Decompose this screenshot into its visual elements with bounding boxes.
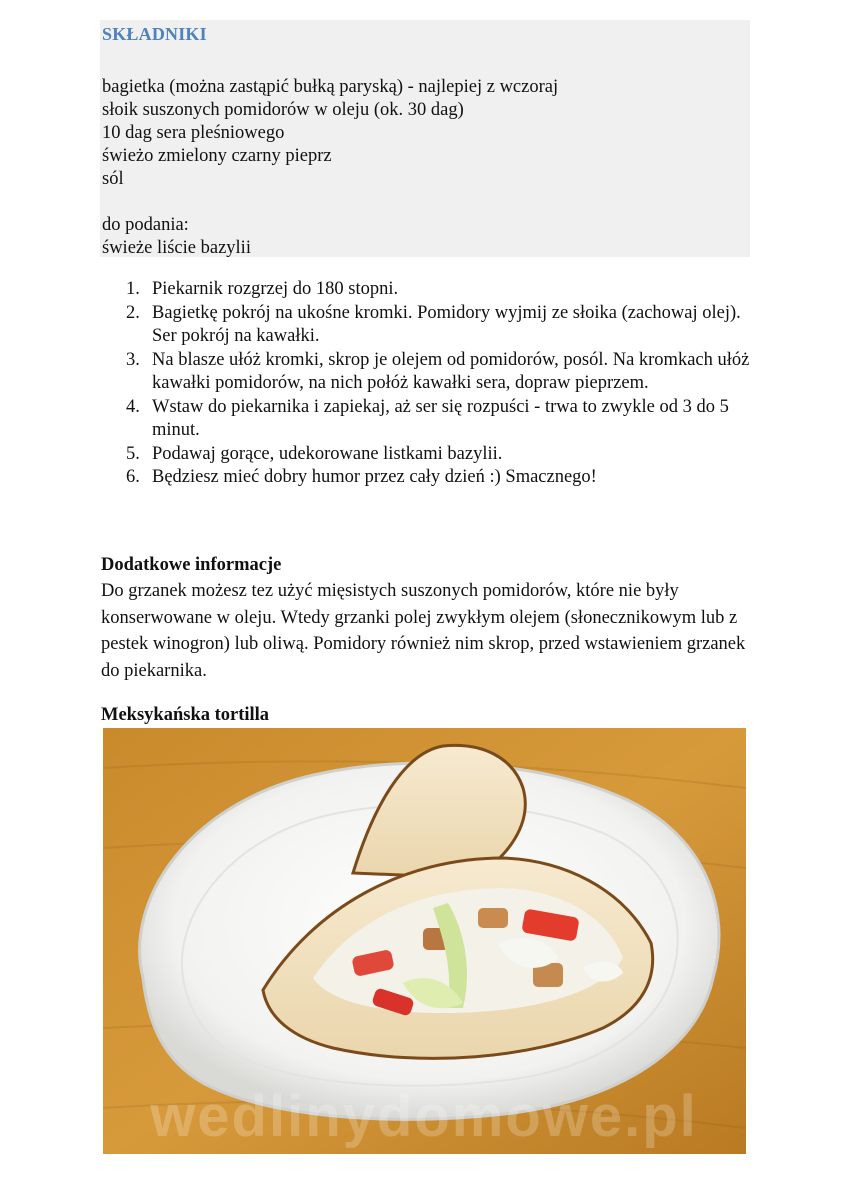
step-text: Podawaj gorące, udekorowane listkami bazylii. (152, 443, 503, 464)
watermark: wedlinydomowe.pl (150, 1084, 698, 1149)
extra-info-heading: Dodatkowe informacje (101, 555, 282, 575)
serving-label: do podania: (102, 215, 189, 235)
tortilla-illustration (103, 728, 746, 1154)
step-number: 6. (126, 467, 140, 487)
serving-item: świeże liście bazylii (102, 238, 251, 258)
ingredient-item: sól (102, 169, 124, 189)
step-number: 2. (126, 302, 140, 323)
step-number: 5. (126, 443, 140, 464)
ingredient-item: słoik suszonych pomidorów w oleju (ok. 30 dag) (102, 100, 464, 120)
step-item (100, 396, 750, 443)
ingredient-item: 10 dag sera pleśniowego (102, 123, 285, 143)
step-item (100, 278, 750, 302)
step-number: 1. (126, 279, 140, 299)
step-number: 4. (126, 396, 140, 417)
step-text: Piekarnik rozgrzej do 180 stopni. (152, 279, 399, 299)
step-item (100, 349, 750, 396)
step-text: Wstaw do piekarnika i zapiekaj, aż ser się rozpuści - trwa to zwykle od 3 do 5 minut. (152, 396, 729, 440)
extra-info-text: Do grzanek możesz tez użyć mięsistych suszonych pomidorów, które nie były konserwowane w oleju. Wtedy grzanki polej zwykłym olejem (słonecznikowym lub z pestek winogron) lub oliwą. Pomidory również nim skrop, przed wstawieniem grzanek do piekarnika. (101, 581, 746, 681)
steps-list (100, 278, 750, 490)
ingredients-box (100, 20, 750, 257)
step-item (100, 302, 750, 349)
step-number: 3. (126, 349, 140, 370)
tortilla-photo (103, 728, 746, 1154)
ingredient-item: bagietka (można zastąpić bułką paryską) - najlepiej z wczoraj (102, 77, 559, 97)
ingredient-item: świeżo zmielony czarny pieprz (102, 146, 332, 166)
step-text: Bagietkę pokrój na ukośne kromki. Pomidory wyjmij ze słoika (zachowaj olej). Ser pokrój na kawałki. (152, 302, 741, 346)
next-recipe-heading: Meksykańska tortilla (101, 705, 270, 725)
step-text: Będziesz mieć dobry humor przez cały dzień :) Smacznego! (152, 467, 597, 487)
step-text: Na blasze ułóż kromki, skrop je olejem od pomidorów, posól. Na kromkach ułóż kawałki pomidorów, na nich połóż kawałki sera, dopraw pieprzem. (152, 349, 750, 393)
step-item (100, 443, 750, 467)
step-item (100, 466, 750, 490)
ingredients-title: SKŁADNIKI (102, 24, 207, 44)
